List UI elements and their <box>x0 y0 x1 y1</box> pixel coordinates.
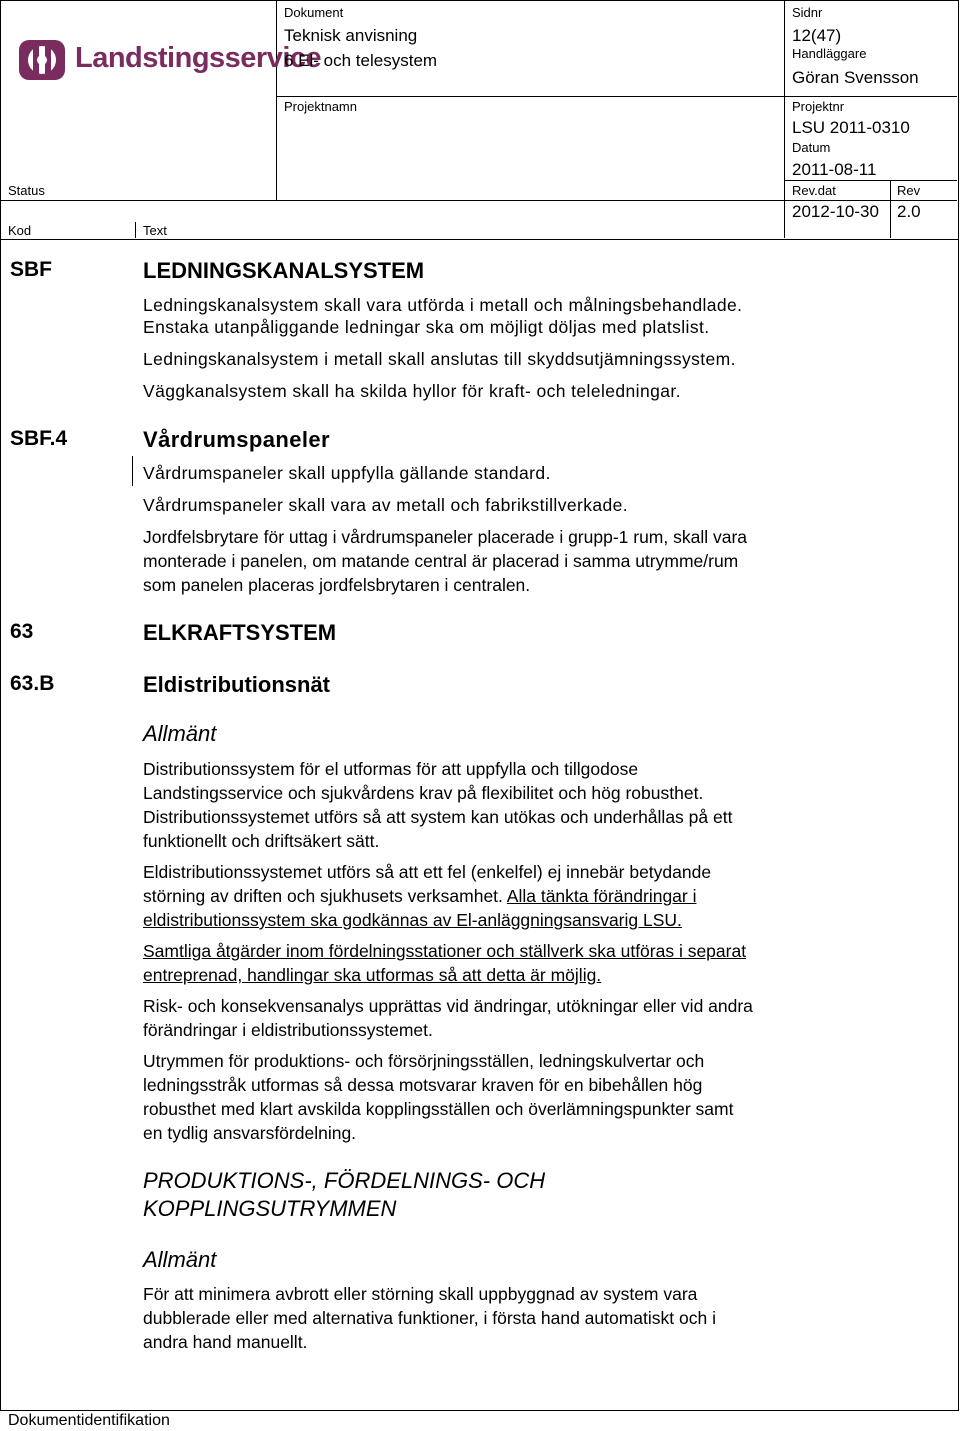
sbf-paragraph-4: Väggkanalsystem skall ha skilda hyllor för kraft- och teleledningar. <box>143 381 681 401</box>
kod-label: Kod <box>8 223 32 238</box>
a1-line-3: Distributionssystemet utförs så att system kan utökas och underhållas på ett <box>143 807 733 827</box>
sbf4-paragraph-3a: Jordfelsbrytare för uttag i vårdrumspaneler placerade i grupp-1 rum, skall vara <box>143 527 748 547</box>
b1-line-3: andra hand manuellt. <box>143 1332 308 1352</box>
sbf4-paragraph-2: Vårdrumspaneler skall vara av metall och fabrikstillverkade. <box>143 495 629 515</box>
section-title-63: ELKRAFTSYSTEM <box>143 620 337 645</box>
sbf4-paragraph-1: Vårdrumspaneler skall uppfylla gällande standard. <box>143 463 551 483</box>
b1-line-1: För att minimera avbrott eller störning skall uppbyggnad av system vara <box>143 1284 698 1304</box>
landstingsservice-logo-icon <box>17 36 69 84</box>
status-label: Status <box>8 183 45 198</box>
section-code-63b: 63.B <box>10 672 55 695</box>
a2-line-1: Eldistributionssystemet utförs så att ett fel (enkelfel) ej innebär betydande <box>143 862 712 882</box>
logo <box>17 36 322 86</box>
handlaggare-value: Göran Svensson <box>792 68 919 87</box>
dokument-line2: 6 El- och telesystem <box>284 51 438 70</box>
a2-line-2-plain: störning av driften och sjukhusets verksamhet. <box>143 886 507 906</box>
a2-line-3: eldistributionssystem ska godkännas av El-anläggningsansvarig LSU. <box>143 910 682 930</box>
a4-line-2: förändringar i eldistributionssystemet. <box>143 1020 433 1040</box>
a5-line-2: ledningsstråk utformas så dessa motsvarar kraven för en bibehållen hög <box>143 1075 703 1095</box>
b1-line-2: dubblerade eller med alternativa funktioner, i första hand automatiskt och i <box>143 1308 716 1328</box>
projektnr-value: LSU 2011-0310 <box>792 118 910 137</box>
section-code-sbf: SBF <box>10 258 52 281</box>
a1-line-1: Distributionssystem för el utformas för att uppfylla och tillgodose <box>143 759 639 779</box>
section-title-63b: Eldistributionsnät <box>143 672 330 697</box>
a2-line-2-underlined: Alla tänkta förändringar i <box>506 886 697 906</box>
subheading-allmant-1: Allmänt <box>143 721 217 746</box>
a5-line-4: en tydlig ansvarsfördelning. <box>143 1123 357 1143</box>
section-code-sbf4: SBF.4 <box>10 427 68 450</box>
subheading-allmant-2: Allmänt <box>143 1247 217 1272</box>
a1-line-4: funktionellt och driftsäkert sätt. <box>143 831 380 851</box>
sbf-paragraph-3: Ledningskanalsystem i metall skall anslutas till skyddsutjämningssystem. <box>143 349 736 369</box>
sbf-paragraph-2: Enstaka utanpåliggande ledningar ska om möjligt döljas med platslist. <box>143 317 710 337</box>
handlaggare-label: Handläggare <box>792 46 867 61</box>
projektnamn-label: Projektnamn <box>284 99 357 114</box>
revision-bar <box>132 456 133 486</box>
sbf4-paragraph-3c: som panelen placeras jordfelsbrytaren i centralen. <box>143 575 531 595</box>
logo-text: Landstingsservice <box>75 42 322 74</box>
a1-line-2: Landstingsservice och sjukvårdens krav på flexibilitet och hög robusthet. <box>143 783 704 803</box>
a2-line-2 <box>143 885 697 909</box>
subheading-prod-line-2: KOPPLINGSUTRYMMEN <box>143 1196 397 1221</box>
text-label: Text <box>143 223 167 238</box>
section-title-sbf: LEDNINGSKANALSYSTEM <box>143 258 425 283</box>
footer-dokumentidentifikation: Dokumentidentifikation <box>8 1412 170 1429</box>
subheading-prod-line-1: PRODUKTIONS-, FÖRDELNINGS- OCH <box>143 1168 546 1193</box>
revdat-value: 2012-10-30 <box>792 202 879 221</box>
sbf4-paragraph-3b: monterade i panelen, om matande central är placerad i samma utrymme/rum <box>143 551 739 571</box>
datum-label: Datum <box>792 140 831 155</box>
a5-line-1: Utrymmen för produktions- och försörjningsställen, ledningskulvertar och <box>143 1051 705 1071</box>
section-code-63: 63 <box>10 620 34 643</box>
rev-label: Rev <box>897 183 921 198</box>
a4-line-1: Risk- och konsekvensanalys upprättas vid ändringar, utökningar eller vid andra <box>143 996 753 1016</box>
sbf-paragraph-1: Ledningskanalsystem skall vara utförda i metall och målningsbehandlade. <box>143 295 743 315</box>
projektnr-label: Projektnr <box>792 99 845 114</box>
datum-value: 2011-08-11 <box>792 160 877 179</box>
section-title-sbf4: Vårdrumspaneler <box>143 427 330 452</box>
dokument-label: Dokument <box>284 5 344 20</box>
dokument-line1: Teknisk anvisning <box>284 26 418 45</box>
a3-line-2: entreprenad, handlingar ska utformas så att detta är möjlig. <box>143 965 602 985</box>
a3-line-1: Samtliga åtgärder inom fördelningsstationer och ställverk ska utföras i separat <box>143 941 747 961</box>
a5-line-3: robusthet med klart avskilda kopplingsställen och överlämningspunkter samt <box>143 1099 734 1119</box>
sidnr-label: Sidnr <box>792 5 823 20</box>
sidnr-value: 12(47) <box>792 26 842 45</box>
rev-value: 2.0 <box>897 202 921 221</box>
revdat-label: Rev.dat <box>792 183 836 198</box>
